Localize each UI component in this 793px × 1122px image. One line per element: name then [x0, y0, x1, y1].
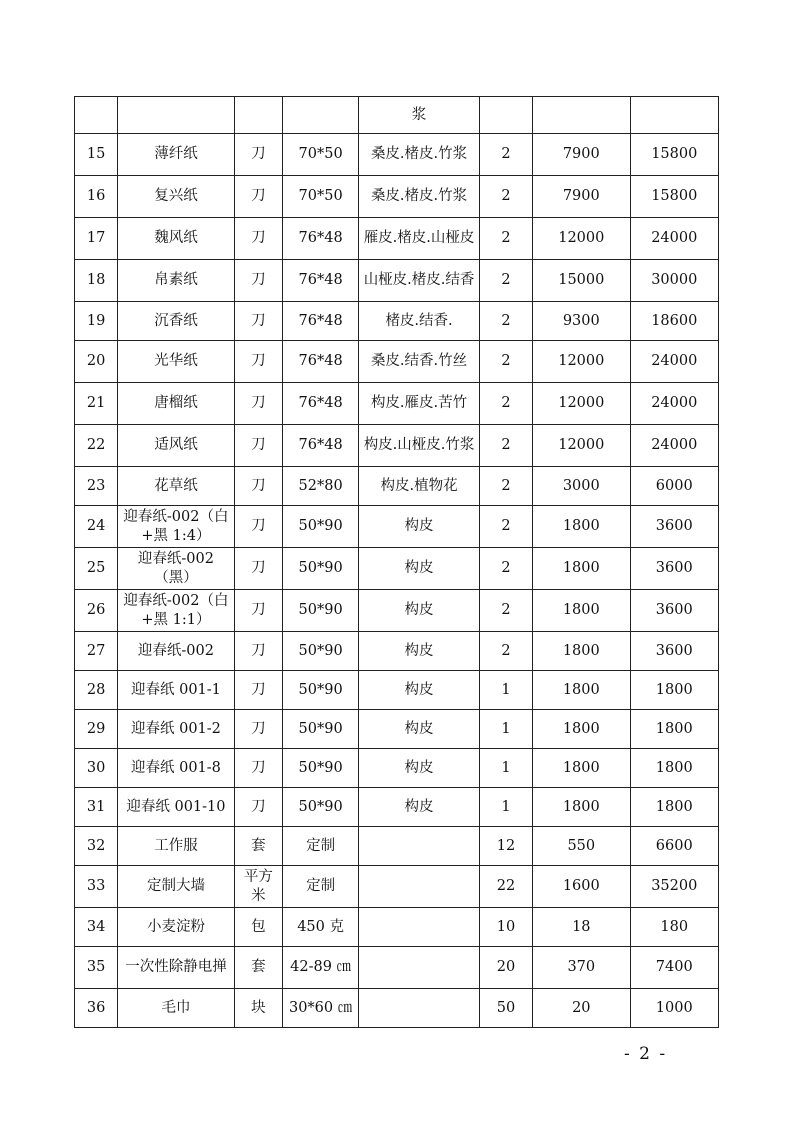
- cell-unit: 刀: [234, 467, 282, 506]
- table-row: [75, 134, 719, 176]
- cell-material: [359, 827, 480, 866]
- cell-unit-price: 370: [533, 947, 630, 989]
- table-row: [75, 218, 719, 260]
- cell-quantity: 2: [479, 590, 532, 632]
- cell-material: 山桠皮.楮皮.结香: [359, 260, 480, 302]
- cell-quantity: 2: [479, 134, 532, 176]
- cell-spec: 50*90: [282, 548, 358, 590]
- table-row: [75, 341, 719, 383]
- cell-row-number: 28: [75, 671, 118, 710]
- table-row: [75, 866, 719, 908]
- cell-total-price: 3600: [630, 632, 718, 671]
- cell-total-price: 7400: [630, 947, 718, 989]
- cell-unit-price: 1800: [533, 710, 630, 749]
- cell-unit-price: 3000: [533, 467, 630, 506]
- cell-spec: 50*90: [282, 710, 358, 749]
- cell-spec: 50*90: [282, 632, 358, 671]
- cell-total-price: 1800: [630, 671, 718, 710]
- cell-quantity: 22: [479, 866, 532, 908]
- cell-total-price: 1000: [630, 989, 718, 1028]
- cell-unit-price: 15000: [533, 260, 630, 302]
- cell-unit: 刀: [234, 788, 282, 827]
- cell-row-number: 22: [75, 425, 118, 467]
- table-row: [75, 467, 719, 506]
- cell-total-price: 3600: [630, 590, 718, 632]
- cell-spec: [282, 97, 358, 134]
- cell-unit-price: [533, 97, 630, 134]
- cell-material: 雁皮.楮皮.山桠皮: [359, 218, 480, 260]
- cell-material: 桑皮.结香.竹丝: [359, 341, 480, 383]
- table-row: [75, 548, 719, 590]
- cell-unit-price: 1800: [533, 590, 630, 632]
- cell-quantity: 10: [479, 908, 532, 947]
- cell-total-price: 24000: [630, 425, 718, 467]
- cell-unit-price: 12000: [533, 383, 630, 425]
- cell-row-number: 31: [75, 788, 118, 827]
- cell-row-number: 25: [75, 548, 118, 590]
- cell-quantity: 2: [479, 218, 532, 260]
- cell-row-number: 27: [75, 632, 118, 671]
- cell-unit: 刀: [234, 134, 282, 176]
- cell-unit: 刀: [234, 506, 282, 548]
- cell-unit-price: 1800: [533, 788, 630, 827]
- cell-spec: 76*48: [282, 341, 358, 383]
- cell-unit-price: 1800: [533, 632, 630, 671]
- cell-item-name: 定制大墙: [118, 866, 235, 908]
- cell-row-number: [75, 97, 118, 134]
- cell-item-name: 工作服: [118, 827, 235, 866]
- cell-row-number: 33: [75, 866, 118, 908]
- cell-total-price: 15800: [630, 176, 718, 218]
- cell-quantity: 1: [479, 788, 532, 827]
- cell-quantity: 2: [479, 260, 532, 302]
- cell-item-name: 迎春纸 001-2: [118, 710, 235, 749]
- cell-row-number: 20: [75, 341, 118, 383]
- cell-row-number: 19: [75, 302, 118, 341]
- cell-quantity: 2: [479, 467, 532, 506]
- cell-spec: 50*90: [282, 590, 358, 632]
- table-row: [75, 632, 719, 671]
- cell-item-name: 一次性除静电掸: [118, 947, 235, 989]
- cell-quantity: 1: [479, 671, 532, 710]
- cell-total-price: 180: [630, 908, 718, 947]
- cell-total-price: 24000: [630, 218, 718, 260]
- cell-spec: 50*90: [282, 788, 358, 827]
- cell-total-price: 6000: [630, 467, 718, 506]
- cell-item-name: 迎春纸 001-10: [118, 788, 235, 827]
- cell-spec: 70*50: [282, 176, 358, 218]
- cell-spec: 定制: [282, 827, 358, 866]
- cell-item-name: 复兴纸: [118, 176, 235, 218]
- cell-unit: 刀: [234, 341, 282, 383]
- cell-unit-price: 550: [533, 827, 630, 866]
- cell-row-number: 17: [75, 218, 118, 260]
- cell-item-name: 魏风纸: [118, 218, 235, 260]
- cell-total-price: 18600: [630, 302, 718, 341]
- cell-material: [359, 908, 480, 947]
- cell-quantity: 2: [479, 341, 532, 383]
- cell-item-name: 光华纸: [118, 341, 235, 383]
- cell-material: 构皮: [359, 749, 480, 788]
- cell-material: 构皮: [359, 590, 480, 632]
- cell-unit: 刀: [234, 302, 282, 341]
- cell-material: 构皮.山桠皮.竹浆: [359, 425, 480, 467]
- cell-material: 构皮: [359, 632, 480, 671]
- cell-unit: 刀: [234, 548, 282, 590]
- cell-spec: 76*48: [282, 260, 358, 302]
- cell-unit: 块: [234, 989, 282, 1028]
- cell-unit-price: 12000: [533, 341, 630, 383]
- table-row: [75, 506, 719, 548]
- cell-item-name: 迎春纸-002（白+黑 1:1）: [118, 590, 235, 632]
- cell-unit: 套: [234, 827, 282, 866]
- table-row: [75, 260, 719, 302]
- table-row: [75, 425, 719, 467]
- cell-material: 构皮: [359, 671, 480, 710]
- table-row: [75, 908, 719, 947]
- table-row: [75, 302, 719, 341]
- cell-total-price: 3600: [630, 548, 718, 590]
- cell-row-number: 35: [75, 947, 118, 989]
- cell-quantity: 50: [479, 989, 532, 1028]
- cell-quantity: [479, 97, 532, 134]
- table-row: [75, 710, 719, 749]
- cell-quantity: 1: [479, 749, 532, 788]
- cell-unit-price: 9300: [533, 302, 630, 341]
- cell-unit-price: 1600: [533, 866, 630, 908]
- cell-unit-price: 20: [533, 989, 630, 1028]
- cell-total-price: 1800: [630, 749, 718, 788]
- cell-item-name: 迎春纸-002: [118, 632, 235, 671]
- cell-item-name: 帛素纸: [118, 260, 235, 302]
- cell-item-name: 花草纸: [118, 467, 235, 506]
- cell-row-number: 15: [75, 134, 118, 176]
- cell-unit: 平方米: [234, 866, 282, 908]
- cell-total-price: 24000: [630, 341, 718, 383]
- cell-unit: 刀: [234, 710, 282, 749]
- cell-row-number: 16: [75, 176, 118, 218]
- cell-unit: 套: [234, 947, 282, 989]
- cell-spec: 76*48: [282, 218, 358, 260]
- table-row: [75, 947, 719, 989]
- cell-item-name: 迎春纸-002（白+黑 1:4）: [118, 506, 235, 548]
- cell-quantity: 20: [479, 947, 532, 989]
- cell-quantity: 2: [479, 302, 532, 341]
- cell-material: 楮皮.结香.: [359, 302, 480, 341]
- cell-unit-price: 18: [533, 908, 630, 947]
- cell-spec: 30*60 ㎝: [282, 989, 358, 1028]
- table-row: [75, 383, 719, 425]
- cell-quantity: 12: [479, 827, 532, 866]
- cell-unit: 刀: [234, 218, 282, 260]
- cell-spec: 70*50: [282, 134, 358, 176]
- cell-quantity: 2: [479, 632, 532, 671]
- cell-total-price: 30000: [630, 260, 718, 302]
- table-row: [75, 97, 719, 134]
- cell-spec: 50*90: [282, 749, 358, 788]
- cell-quantity: 2: [479, 383, 532, 425]
- cell-total-price: 6600: [630, 827, 718, 866]
- cell-item-name: 毛巾: [118, 989, 235, 1028]
- cell-item-name: 迎春纸 001-1: [118, 671, 235, 710]
- cell-unit-price: 1800: [533, 548, 630, 590]
- inventory-table: [74, 96, 719, 1028]
- table-row: [75, 989, 719, 1028]
- cell-total-price: 3600: [630, 506, 718, 548]
- cell-spec: 76*48: [282, 302, 358, 341]
- cell-total-price: 15800: [630, 134, 718, 176]
- cell-material: 构皮: [359, 506, 480, 548]
- cell-total-price: 1800: [630, 788, 718, 827]
- cell-total-price: 1800: [630, 710, 718, 749]
- cell-row-number: 30: [75, 749, 118, 788]
- cell-material: 浆: [359, 97, 480, 134]
- cell-material: 桑皮.楮皮.竹浆: [359, 134, 480, 176]
- cell-unit: 刀: [234, 749, 282, 788]
- cell-total-price: [630, 97, 718, 134]
- cell-item-name: 沉香纸: [118, 302, 235, 341]
- cell-row-number: 36: [75, 989, 118, 1028]
- cell-material: 构皮.雁皮.苦竹: [359, 383, 480, 425]
- cell-row-number: 24: [75, 506, 118, 548]
- cell-unit-price: 12000: [533, 218, 630, 260]
- table-row: [75, 176, 719, 218]
- cell-unit: 刀: [234, 176, 282, 218]
- cell-unit-price: 1800: [533, 671, 630, 710]
- cell-unit: 刀: [234, 590, 282, 632]
- cell-unit-price: 12000: [533, 425, 630, 467]
- table-row: [75, 788, 719, 827]
- cell-row-number: 34: [75, 908, 118, 947]
- cell-quantity: 1: [479, 710, 532, 749]
- cell-spec: 52*80: [282, 467, 358, 506]
- cell-row-number: 23: [75, 467, 118, 506]
- cell-row-number: 32: [75, 827, 118, 866]
- cell-quantity: 2: [479, 176, 532, 218]
- cell-unit-price: 7900: [533, 176, 630, 218]
- cell-unit-price: 7900: [533, 134, 630, 176]
- cell-material: 构皮.植物花: [359, 467, 480, 506]
- table-row: [75, 749, 719, 788]
- cell-row-number: 29: [75, 710, 118, 749]
- cell-material: 构皮: [359, 710, 480, 749]
- cell-unit: 刀: [234, 260, 282, 302]
- cell-unit: 刀: [234, 383, 282, 425]
- cell-material: 桑皮.楮皮.竹浆: [359, 176, 480, 218]
- table-row: [75, 590, 719, 632]
- cell-quantity: 2: [479, 548, 532, 590]
- cell-item-name: 迎春纸 001-8: [118, 749, 235, 788]
- cell-spec: 定制: [282, 866, 358, 908]
- cell-spec: 50*90: [282, 506, 358, 548]
- cell-row-number: 21: [75, 383, 118, 425]
- cell-material: 构皮: [359, 548, 480, 590]
- cell-unit: 刀: [234, 632, 282, 671]
- cell-item-name: 小麦淀粉: [118, 908, 235, 947]
- cell-spec: 450 克: [282, 908, 358, 947]
- cell-spec: 76*48: [282, 383, 358, 425]
- cell-unit: [234, 97, 282, 134]
- cell-spec: 76*48: [282, 425, 358, 467]
- table-row: [75, 671, 719, 710]
- cell-row-number: 18: [75, 260, 118, 302]
- cell-quantity: 2: [479, 506, 532, 548]
- cell-unit-price: 1800: [533, 506, 630, 548]
- cell-spec: 50*90: [282, 671, 358, 710]
- cell-unit: 刀: [234, 671, 282, 710]
- cell-unit: 包: [234, 908, 282, 947]
- cell-material: [359, 866, 480, 908]
- cell-material: [359, 947, 480, 989]
- cell-unit: 刀: [234, 425, 282, 467]
- cell-total-price: 24000: [630, 383, 718, 425]
- cell-material: 构皮: [359, 788, 480, 827]
- cell-row-number: 26: [75, 590, 118, 632]
- cell-quantity: 2: [479, 425, 532, 467]
- cell-spec: 42-89 ㎝: [282, 947, 358, 989]
- cell-material: [359, 989, 480, 1028]
- cell-total-price: 35200: [630, 866, 718, 908]
- page-number: - 2 -: [624, 1044, 668, 1064]
- cell-item-name: 适风纸: [118, 425, 235, 467]
- cell-item-name: 迎春纸-002（黑）: [118, 548, 235, 590]
- cell-item-name: 薄纤纸: [118, 134, 235, 176]
- cell-item-name: 唐榴纸: [118, 383, 235, 425]
- table-row: [75, 827, 719, 866]
- cell-item-name: [118, 97, 235, 134]
- cell-unit-price: 1800: [533, 749, 630, 788]
